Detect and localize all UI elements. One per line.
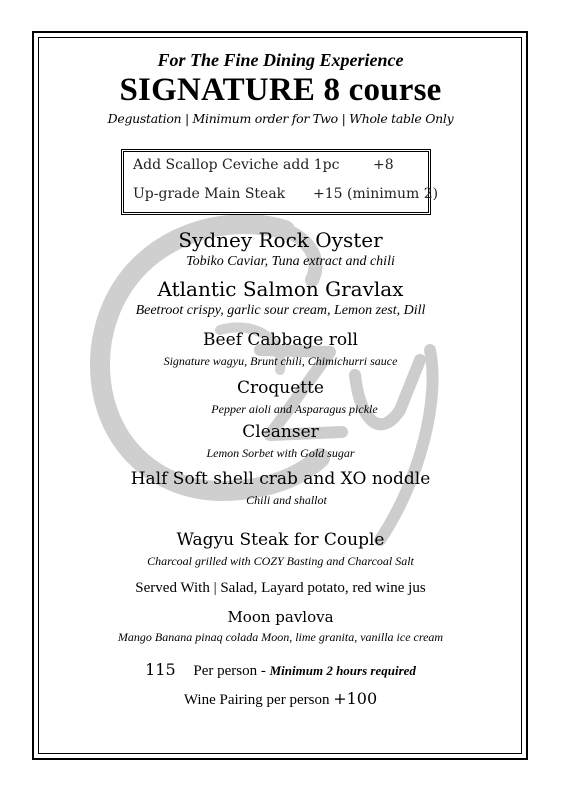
addon-price: +8 [373,157,394,173]
course-description: Pepper aioli and Asparagus pickle [211,402,378,416]
course-name: Cleanser [242,422,319,442]
wine-pairing-label: Wine Pairing per person [183,692,330,708]
course-description: Mango Banana pinaq colada Moon, lime granita, vanilla ice cream [117,630,444,644]
course-description: Chili and shallot [246,493,327,507]
wine-pairing-line [0,689,561,709]
course-name: Wagyu Steak for Couple [176,530,385,550]
course-name: Moon pavlova [227,608,334,626]
price-line [0,660,561,680]
per-person-label: Per person - [193,663,266,679]
course-name: Atlantic Salmon Gravlax [157,277,404,301]
wine-pairing-price: +100 [333,689,378,708]
addon-label: Add Scallop Ceviche add 1pc [133,157,340,173]
tagline: For The Fine Dining Experience [157,50,404,70]
served-with: Served With | Salad, Layard potato, red wine jus [135,580,426,596]
addon-label: Up-grade Main Steak [133,186,286,202]
course-description: Tobiko Caviar, Tuna extract and chili [186,254,395,269]
addon-price: +15 (minimum 2) [313,186,439,202]
addon-box [121,149,439,215]
course-description: Charcoal grilled with COZY Basting and Charcoal Salt [147,554,414,568]
course-name: Croquette [237,378,324,398]
addon-row [133,186,439,202]
course-description: Beetroot crispy, garlic sour cream, Lemon zest, Dill [135,303,426,318]
addon-row [133,157,423,173]
price-value: 115 [145,660,176,679]
course-description: Signature wagyu, Brunt chili, Chimichurri sauce [163,354,398,368]
course-name: Half Soft shell crab and XO noddle [130,469,431,489]
menu-subtitle: Degustation | Minimum order for Two | Whole table Only [107,111,454,126]
course-name: Sydney Rock Oyster [178,228,383,252]
course-name: Beef Cabbage roll [203,330,358,350]
minimum-requirement: Minimum 2 hours required [269,663,416,678]
menu-title: SIGNATURE 8 course [119,72,442,108]
course-description: Lemon Sorbet with Gold sugar [206,446,355,460]
